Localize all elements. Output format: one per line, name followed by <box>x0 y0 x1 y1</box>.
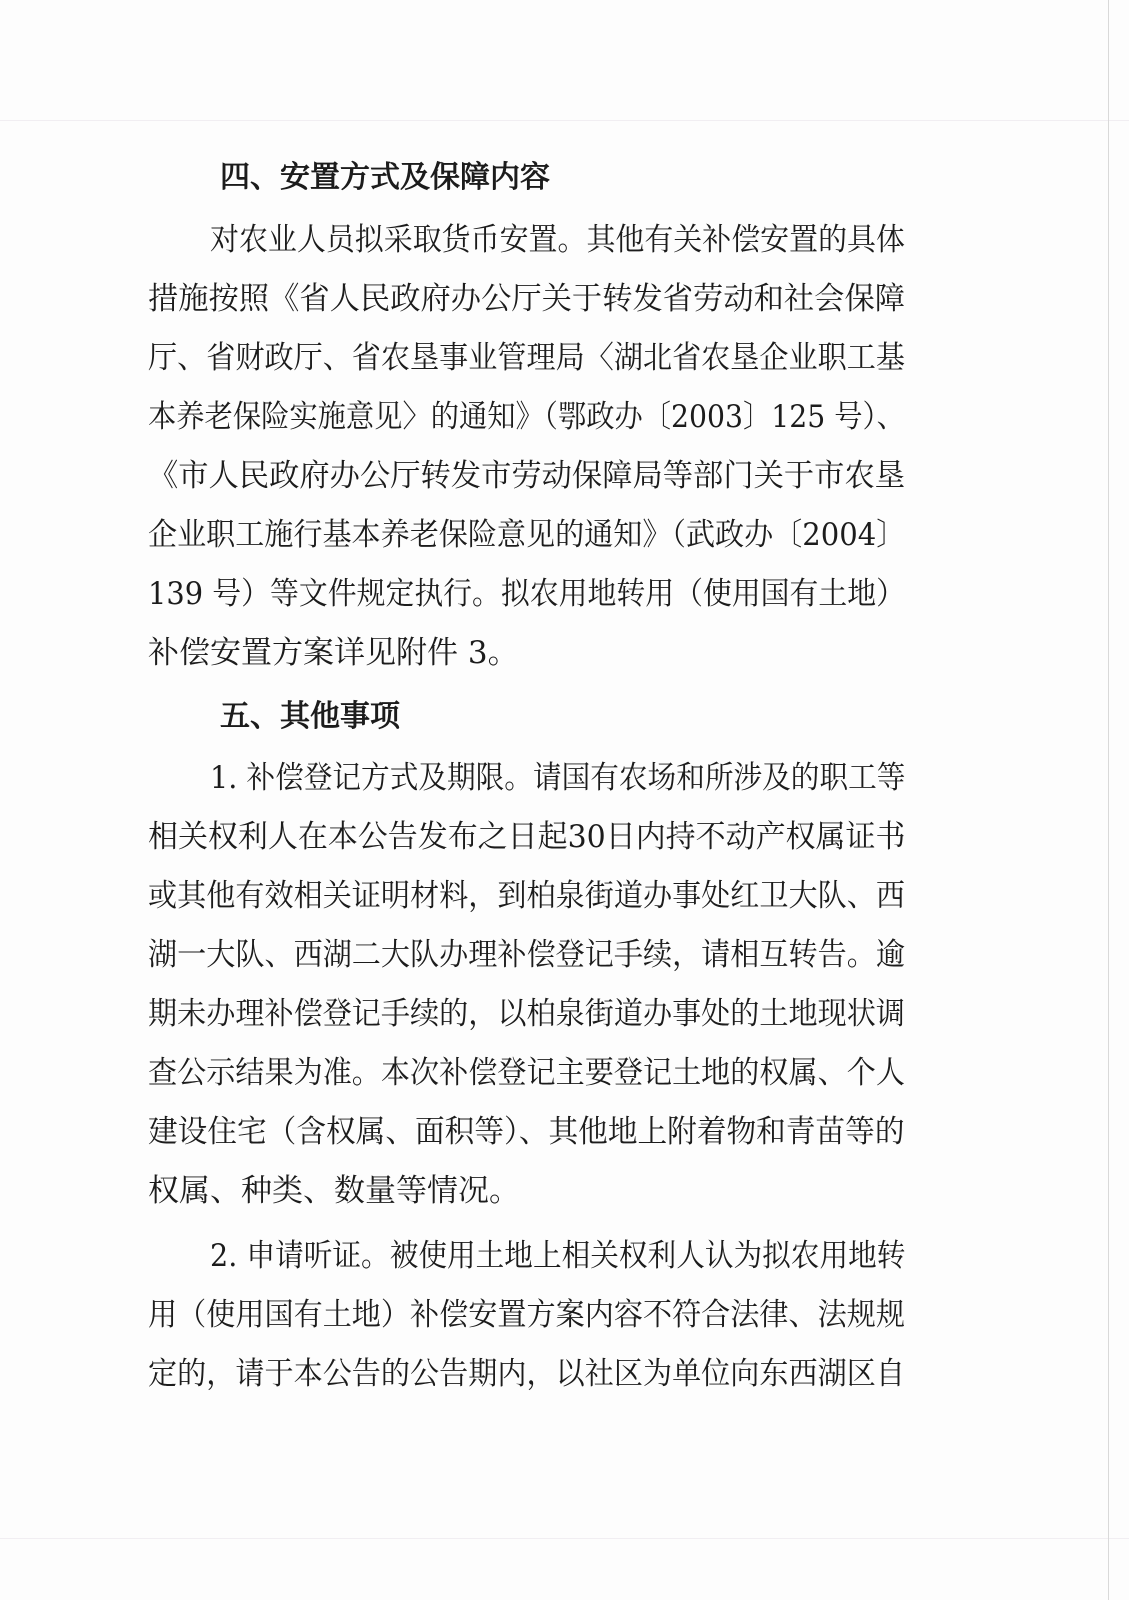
paragraph-line: 期未办理补偿登记手续的，以柏泉街道办事处的土地现状调 <box>148 996 905 1032</box>
paragraph-line: 湖一大队、西湖二大队办理补偿登记手续，请相互转告。逾 <box>148 937 905 973</box>
paragraph-line: 查公示结果为准。本次补偿登记主要登记土地的权属、个人 <box>148 1055 905 1091</box>
section-heading-5: 五、其他事项 <box>220 699 400 734</box>
paragraph-line: 建设住宅（含权属、面积等）、其他地上附着物和青苗等的 <box>148 1114 905 1150</box>
paragraph-line: 139 号）等文件规定执行。拟农用地转用（使用国有土地） <box>148 576 906 612</box>
paragraph-line: 权属、种类、数量等情况。 <box>148 1173 520 1209</box>
paragraph-line: 2. 申请听证。被使用土地上相关权利人认为拟农用地转 <box>210 1238 906 1274</box>
paragraph-line: 本养老保险实施意见〉的通知》（鄂政办〔2003〕125 号）、 <box>148 399 905 435</box>
paragraph-line: 企业职工施行基本养老保险意见的通知》（武政办〔2004〕 <box>148 517 906 553</box>
paragraph-line: 对农业人员拟采取货币安置。其他有关补偿安置的具体 <box>210 222 905 258</box>
scan-artifact-line <box>0 1538 1129 1539</box>
scan-edge <box>1108 0 1109 1600</box>
paragraph-line: 或其他有效相关证明材料，到柏泉街道办事处红卫大队、西 <box>148 878 905 914</box>
paragraph-line: 相关权利人在本公告发布之日起30日内持不动产权属证书 <box>148 819 906 855</box>
paragraph-line: 措施按照《省人民政府办公厅关于转发省劳动和社会保障 <box>148 281 906 317</box>
section-heading-4: 四、安置方式及保障内容 <box>220 160 550 195</box>
paragraph-line: 补偿安置方案详见附件 3。 <box>148 635 519 671</box>
paragraph-line: 1. 补偿登记方式及期限。请国有农场和所涉及的职工等 <box>210 760 906 796</box>
paragraph-line: 厅、省财政厅、省农垦事业管理局〈湖北省农垦企业职工基 <box>148 340 905 376</box>
paragraph-line: 定的，请于本公告的公告期内，以社区为单位向东西湖区自 <box>148 1356 905 1392</box>
paragraph-line: 《市人民政府办公厅转发市劳动保障局等部门关于市农垦 <box>148 458 906 494</box>
paragraph-line: 用（使用国有土地）补偿安置方案内容不符合法律、法规规 <box>148 1297 905 1333</box>
scan-artifact-line <box>0 120 1129 121</box>
